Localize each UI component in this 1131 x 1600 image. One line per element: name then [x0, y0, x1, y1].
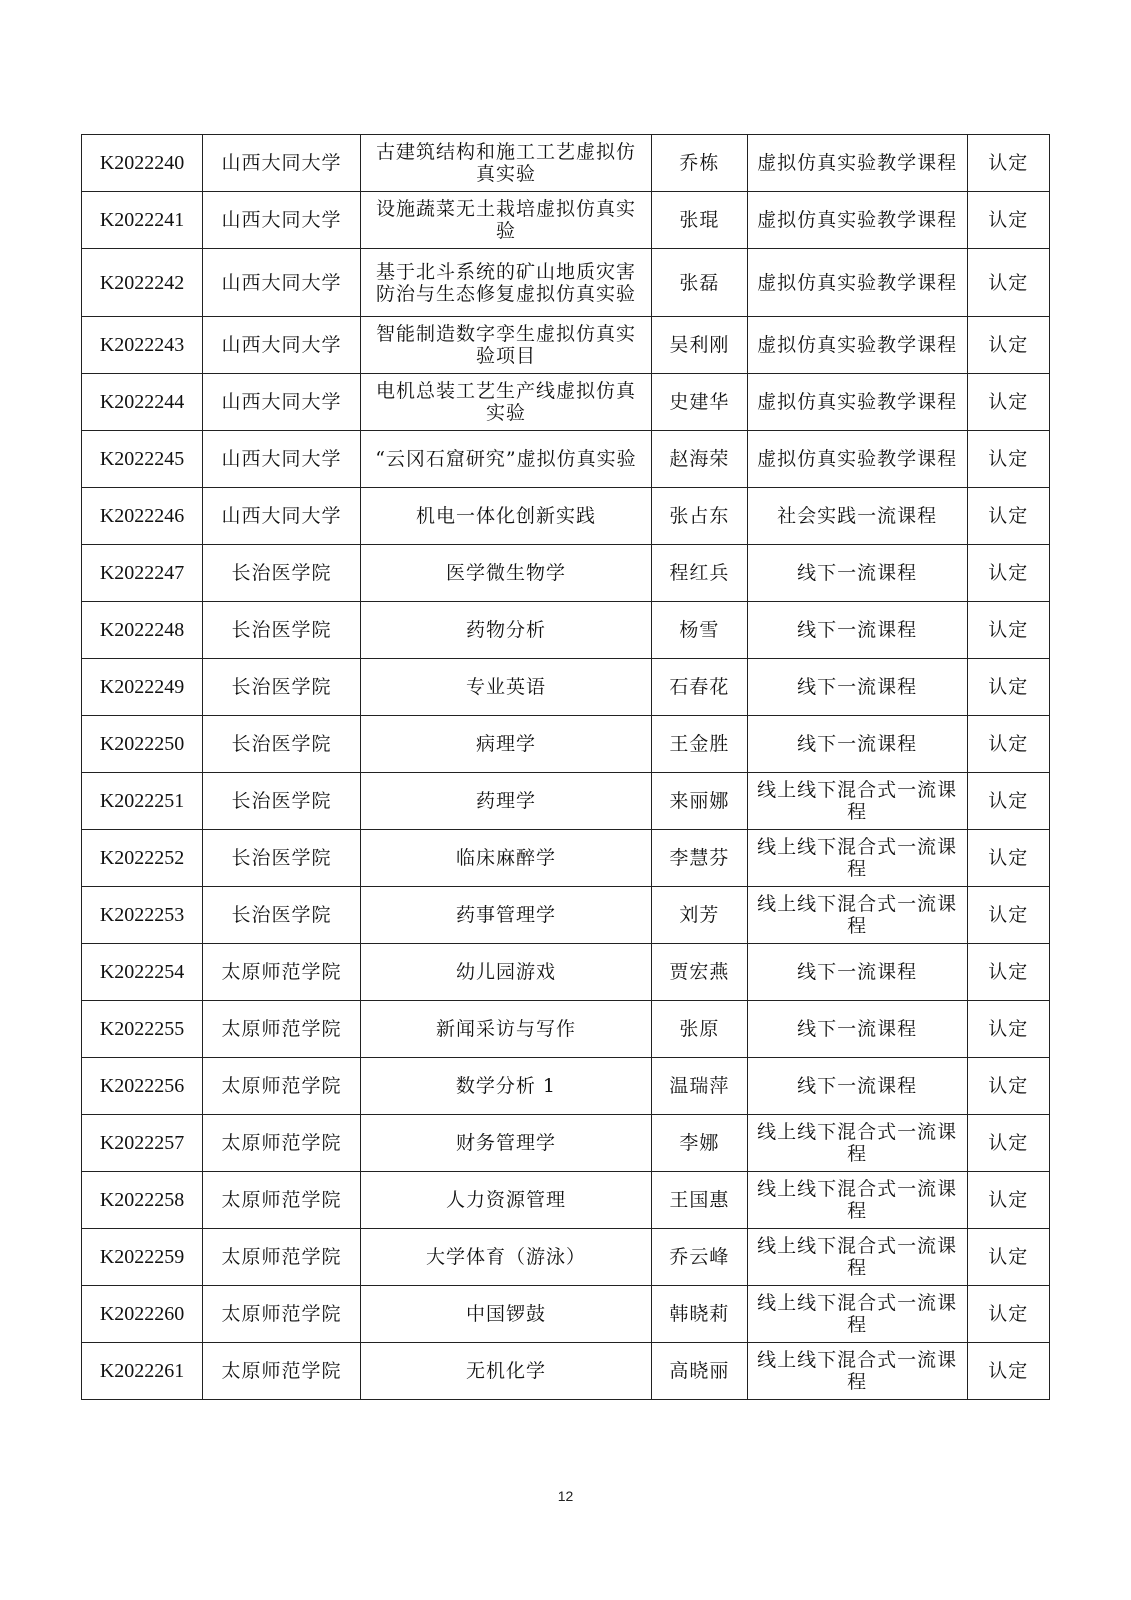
- course-type-cell: 线下一流课程: [747, 659, 967, 716]
- school-cell: 太原师范学院: [203, 1115, 361, 1172]
- result-cell: 认定: [967, 545, 1049, 602]
- result-cell: 认定: [967, 249, 1049, 317]
- table-row: [82, 488, 1050, 545]
- course-leader-cell: 吴利刚: [652, 317, 748, 374]
- result-cell: 认定: [967, 887, 1049, 944]
- course-code-cell: K2022254: [82, 944, 203, 1001]
- course-name-cell: 电机总装工艺生产线虚拟仿真实验: [360, 374, 651, 431]
- course-code-cell: K2022246: [82, 488, 203, 545]
- course-leader-cell: 贾宏燕: [652, 944, 748, 1001]
- course-table: [81, 134, 1050, 1400]
- course-code-cell: K2022258: [82, 1172, 203, 1229]
- table-row: [82, 431, 1050, 488]
- course-code-cell: K2022242: [82, 249, 203, 317]
- course-type-cell: 虚拟仿真实验教学课程: [747, 374, 967, 431]
- course-table-body: [82, 135, 1050, 1400]
- result-cell: 认定: [967, 135, 1049, 192]
- course-code-cell: K2022248: [82, 602, 203, 659]
- course-name-cell: 人力资源管理: [360, 1172, 651, 1229]
- course-name-cell: 无机化学: [360, 1343, 651, 1400]
- course-name-cell: 药物分析: [360, 602, 651, 659]
- table-row: [82, 1229, 1050, 1286]
- course-name-cell: 大学体育（游泳）: [360, 1229, 651, 1286]
- result-cell: 认定: [967, 944, 1049, 1001]
- course-type-cell: 线下一流课程: [747, 602, 967, 659]
- course-type-cell: 虚拟仿真实验教学课程: [747, 317, 967, 374]
- course-leader-cell: 韩晓莉: [652, 1286, 748, 1343]
- course-type-cell: 线上线下混合式一流课程: [747, 1229, 967, 1286]
- school-cell: 长治医学院: [203, 716, 361, 773]
- course-leader-cell: 张原: [652, 1001, 748, 1058]
- course-code-cell: K2022260: [82, 1286, 203, 1343]
- course-type-cell: 线上线下混合式一流课程: [747, 1286, 967, 1343]
- result-cell: 认定: [967, 1229, 1049, 1286]
- course-leader-cell: 王国惠: [652, 1172, 748, 1229]
- result-cell: 认定: [967, 317, 1049, 374]
- school-cell: 太原师范学院: [203, 944, 361, 1001]
- result-cell: 认定: [967, 773, 1049, 830]
- school-cell: 长治医学院: [203, 602, 361, 659]
- course-code-cell: K2022250: [82, 716, 203, 773]
- course-type-cell: 虚拟仿真实验教学课程: [747, 135, 967, 192]
- school-cell: 长治医学院: [203, 887, 361, 944]
- result-cell: 认定: [967, 1058, 1049, 1115]
- course-leader-cell: 李娜: [652, 1115, 748, 1172]
- result-cell: 认定: [967, 1115, 1049, 1172]
- result-cell: 认定: [967, 830, 1049, 887]
- school-cell: 太原师范学院: [203, 1058, 361, 1115]
- course-leader-cell: 史建华: [652, 374, 748, 431]
- table-row: [82, 830, 1050, 887]
- result-cell: 认定: [967, 1001, 1049, 1058]
- school-cell: 山西大同大学: [203, 135, 361, 192]
- table-row: [82, 374, 1050, 431]
- school-cell: 太原师范学院: [203, 1286, 361, 1343]
- table-row: [82, 716, 1050, 773]
- course-type-cell: 线下一流课程: [747, 1058, 967, 1115]
- course-name-cell: 医学微生物学: [360, 545, 651, 602]
- table-row: [82, 249, 1050, 317]
- course-leader-cell: 温瑞萍: [652, 1058, 748, 1115]
- table-row: [82, 1172, 1050, 1229]
- course-code-cell: K2022244: [82, 374, 203, 431]
- course-leader-cell: 赵海荣: [652, 431, 748, 488]
- course-type-cell: 线上线下混合式一流课程: [747, 830, 967, 887]
- course-code-cell: K2022249: [82, 659, 203, 716]
- course-code-cell: K2022253: [82, 887, 203, 944]
- course-type-cell: 线上线下混合式一流课程: [747, 773, 967, 830]
- table-row: [82, 135, 1050, 192]
- table-row: [82, 944, 1050, 1001]
- course-name-cell: 中国锣鼓: [360, 1286, 651, 1343]
- course-type-cell: 线上线下混合式一流课程: [747, 887, 967, 944]
- course-type-cell: 线下一流课程: [747, 545, 967, 602]
- course-name-cell: 病理学: [360, 716, 651, 773]
- course-leader-cell: 李慧芬: [652, 830, 748, 887]
- course-code-cell: K2022256: [82, 1058, 203, 1115]
- result-cell: 认定: [967, 374, 1049, 431]
- course-code-cell: K2022243: [82, 317, 203, 374]
- table-row: [82, 602, 1050, 659]
- result-cell: 认定: [967, 488, 1049, 545]
- school-cell: 山西大同大学: [203, 488, 361, 545]
- course-code-cell: K2022257: [82, 1115, 203, 1172]
- result-cell: 认定: [967, 602, 1049, 659]
- result-cell: 认定: [967, 716, 1049, 773]
- school-cell: 山西大同大学: [203, 431, 361, 488]
- course-type-cell: 线下一流课程: [747, 716, 967, 773]
- course-type-cell: 线上线下混合式一流课程: [747, 1343, 967, 1400]
- course-leader-cell: 张磊: [652, 249, 748, 317]
- course-code-cell: K2022241: [82, 192, 203, 249]
- school-cell: 山西大同大学: [203, 249, 361, 317]
- course-leader-cell: 石春花: [652, 659, 748, 716]
- school-cell: 长治医学院: [203, 773, 361, 830]
- course-code-cell: K2022240: [82, 135, 203, 192]
- course-leader-cell: 杨雪: [652, 602, 748, 659]
- course-code-cell: K2022255: [82, 1001, 203, 1058]
- course-type-cell: 线上线下混合式一流课程: [747, 1172, 967, 1229]
- table-row: [82, 192, 1050, 249]
- course-name-cell: 临床麻醉学: [360, 830, 651, 887]
- course-type-cell: 线下一流课程: [747, 1001, 967, 1058]
- course-code-cell: K2022251: [82, 773, 203, 830]
- school-cell: 山西大同大学: [203, 374, 361, 431]
- course-name-cell: 古建筑结构和施工工艺虚拟仿真实验: [360, 135, 651, 192]
- course-type-cell: 虚拟仿真实验教学课程: [747, 249, 967, 317]
- course-leader-cell: 张占东: [652, 488, 748, 545]
- course-name-cell: 财务管理学: [360, 1115, 651, 1172]
- result-cell: 认定: [967, 192, 1049, 249]
- school-cell: 太原师范学院: [203, 1343, 361, 1400]
- school-cell: 长治医学院: [203, 830, 361, 887]
- school-cell: 山西大同大学: [203, 192, 361, 249]
- course-name-cell: 机电一体化创新实践: [360, 488, 651, 545]
- table-row: [82, 1286, 1050, 1343]
- course-leader-cell: 高晓丽: [652, 1343, 748, 1400]
- course-leader-cell: 王金胜: [652, 716, 748, 773]
- course-name-cell: 基于北斗系统的矿山地质灾害防治与生态修复虚拟仿真实验: [360, 249, 651, 317]
- course-leader-cell: 来丽娜: [652, 773, 748, 830]
- table-row: [82, 1001, 1050, 1058]
- course-leader-cell: 乔栋: [652, 135, 748, 192]
- table-row: [82, 773, 1050, 830]
- table-row: [82, 545, 1050, 602]
- table-row: [82, 887, 1050, 944]
- course-leader-cell: 刘芳: [652, 887, 748, 944]
- course-leader-cell: 张琨: [652, 192, 748, 249]
- table-row: [82, 1058, 1050, 1115]
- course-name-cell: 药事管理学: [360, 887, 651, 944]
- school-cell: 长治医学院: [203, 659, 361, 716]
- course-name-cell: 药理学: [360, 773, 651, 830]
- course-name-cell: 新闻采访与写作: [360, 1001, 651, 1058]
- result-cell: 认定: [967, 659, 1049, 716]
- table-row: [82, 317, 1050, 374]
- course-type-cell: 虚拟仿真实验教学课程: [747, 192, 967, 249]
- result-cell: 认定: [967, 1286, 1049, 1343]
- table-row: [82, 1115, 1050, 1172]
- course-name-cell: 幼儿园游戏: [360, 944, 651, 1001]
- course-type-cell: 线上线下混合式一流课程: [747, 1115, 967, 1172]
- result-cell: 认定: [967, 1172, 1049, 1229]
- table-row: [82, 659, 1050, 716]
- result-cell: 认定: [967, 431, 1049, 488]
- course-code-cell: K2022245: [82, 431, 203, 488]
- school-cell: 山西大同大学: [203, 317, 361, 374]
- page-number: 12: [557, 1488, 574, 1504]
- course-name-cell: 数学分析 1: [360, 1058, 651, 1115]
- school-cell: 太原师范学院: [203, 1001, 361, 1058]
- course-leader-cell: 乔云峰: [652, 1229, 748, 1286]
- course-type-cell: 线下一流课程: [747, 944, 967, 1001]
- course-name-cell: 设施蔬菜无土栽培虚拟仿真实验: [360, 192, 651, 249]
- course-name-cell: 专业英语: [360, 659, 651, 716]
- school-cell: 太原师范学院: [203, 1172, 361, 1229]
- course-code-cell: K2022252: [82, 830, 203, 887]
- course-leader-cell: 程红兵: [652, 545, 748, 602]
- school-cell: 太原师范学院: [203, 1229, 361, 1286]
- course-name-cell: “云冈石窟研究”虚拟仿真实验: [360, 431, 651, 488]
- course-code-cell: K2022247: [82, 545, 203, 602]
- course-code-cell: K2022261: [82, 1343, 203, 1400]
- course-type-cell: 虚拟仿真实验教学课程: [747, 431, 967, 488]
- school-cell: 长治医学院: [203, 545, 361, 602]
- course-type-cell: 社会实践一流课程: [747, 488, 967, 545]
- course-code-cell: K2022259: [82, 1229, 203, 1286]
- result-cell: 认定: [967, 1343, 1049, 1400]
- table-row: [82, 1343, 1050, 1400]
- course-name-cell: 智能制造数字孪生虚拟仿真实验项目: [360, 317, 651, 374]
